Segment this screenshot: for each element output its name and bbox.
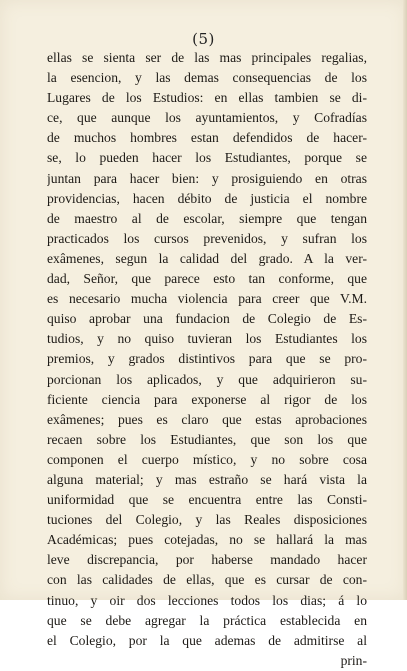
text-line: alguna material; y mas estraño se hará vista la: [47, 471, 367, 487]
catchword: prin-: [340, 652, 367, 668]
text-line: Lugares de los Estudios: en ellas tambien se di-: [47, 90, 367, 106]
text-line: recaen sobre los Estudiantes, que son los que: [47, 431, 367, 447]
text-line: practicados los cursos prevenidos, y sufran los: [47, 230, 367, 246]
text-line: de muchos hombres estan defendidos de hacer-: [47, 130, 367, 146]
text-line: exâmenes; pues es claro que estas aprobaciones: [47, 411, 367, 427]
text-line: es necesario mucha violencia para creer que V.M.: [47, 291, 367, 307]
text-line: se, lo pueden hacer los Estudiantes, porque se: [47, 150, 367, 166]
text-line: ficiente ciencia para exponerse al rigor de los: [47, 391, 367, 407]
text-line: el Colegio, por la que ademas de admitirse al: [47, 632, 367, 648]
text-line: ellas se sienta ser de las mas principales regalias,: [47, 50, 367, 65]
text-line: juntan para hacer bien: y prosiguiendo en otras: [47, 170, 367, 186]
body-text: [47, 48, 367, 671]
text-line: quiso aprobar una fundacion de Colegio de Es-: [47, 311, 367, 327]
text-line: tuciones del Colegio, y las Reales disposiciones: [47, 512, 367, 528]
text-line: que se debe agregar la práctica establecida en: [47, 612, 367, 628]
page-number: (5): [192, 30, 215, 48]
text-line: de maestro al de escolar, siempre que tengan: [47, 210, 367, 226]
text-line: porcionan los aplicados, y que adquirieron su-: [47, 371, 367, 387]
page-edge: [403, 0, 407, 600]
text-line: dad, Señor, que parece esto tan conforme, que: [47, 271, 367, 287]
text-line: leve discrepancia, por haberse mandado hacer: [47, 552, 367, 568]
text-line: exâmenes, segun la calidad del grado. A la ver-: [47, 250, 367, 266]
text-line: tudios, y no quiso tuvieran los Estudiantes los: [47, 331, 367, 347]
text-line: Académicas; pues cotejadas, no se hallará la mas: [47, 532, 367, 548]
text-line: ce, que aunque los ayuntamientos, y Cofradías: [47, 110, 367, 126]
text-line: tinuo, y oir dos lecciones todos los dias; á lo: [47, 592, 367, 608]
text-line: uniformidad que se encuentra entre las Consti-: [47, 492, 367, 508]
text-line: componen el cuerpo místico, y no sobre cosa: [47, 451, 367, 467]
text-line: premios, y grados distintivos para que se pro-: [47, 351, 367, 367]
text-line: con las calidades de ellas, que es cursar de con-: [47, 572, 367, 588]
text-line: providencias, hacen débito de justicia el nombre: [47, 190, 367, 206]
text-line: la esencion, y las demas consequencias de los: [47, 70, 367, 86]
